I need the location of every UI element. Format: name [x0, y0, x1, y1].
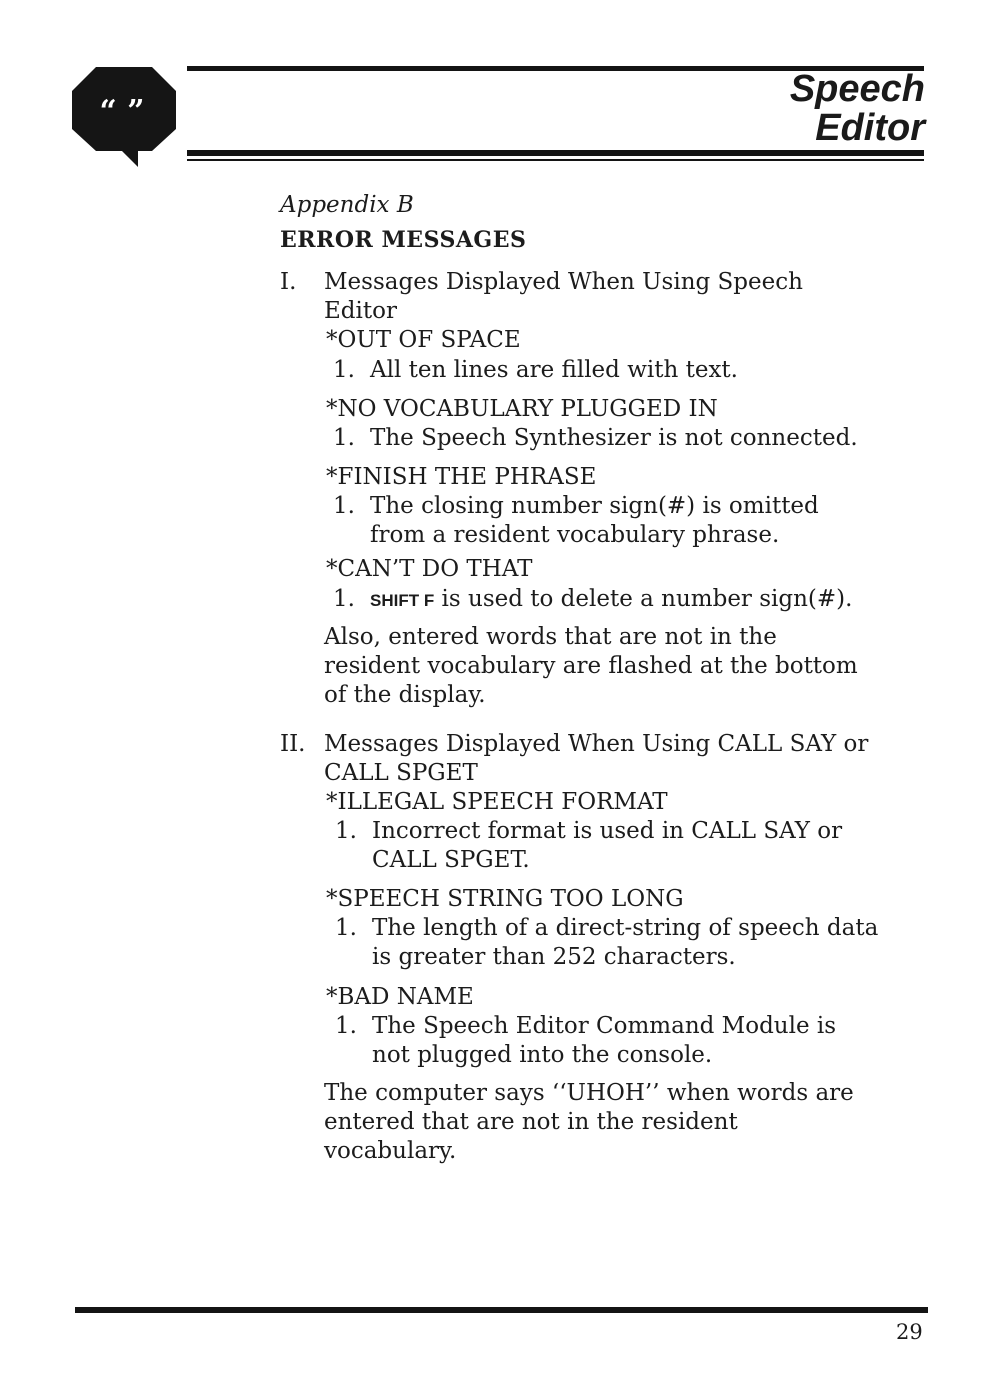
- section-2-title-line-2: CALL SPGET: [324, 760, 478, 786]
- error-description-continued: from a resident vocabulary phrase.: [370, 522, 780, 548]
- quote-speech-bubble-icon: [72, 67, 176, 167]
- error-description-continued: not plugged into the console.: [372, 1042, 713, 1068]
- title-line-1: Speech: [789, 68, 925, 110]
- item-number: 1.: [335, 818, 357, 844]
- item-number: 1.: [335, 1013, 357, 1039]
- page-number: 29: [896, 1320, 923, 1344]
- note-line: resident vocabulary are flashed at the bottom: [324, 653, 858, 679]
- section-2-numeral: II.: [280, 731, 306, 757]
- header-bottom-rule-thin: [187, 159, 924, 161]
- error-description: The closing number sign(#) is omitted: [370, 493, 819, 519]
- error-bad-name: *BAD NAME: [326, 984, 474, 1010]
- item-number: 1.: [335, 915, 357, 941]
- section-1-title-line-2: Editor: [324, 298, 397, 324]
- error-out-of-space: *OUT OF SPACE: [326, 327, 521, 353]
- note-line: Also, entered words that are not in the: [324, 624, 777, 650]
- note-line: entered that are not in the resident: [324, 1109, 738, 1135]
- error-no-vocabulary: *NO VOCABULARY PLUGGED IN: [326, 396, 718, 422]
- error-description: Incorrect format is used in CALL SAY or: [372, 818, 843, 844]
- item-number: 1.: [333, 586, 355, 612]
- error-description: The Speech Editor Command Module is: [372, 1013, 837, 1039]
- header-bottom-rule-thick: [187, 150, 924, 156]
- error-description-continued: is greater than 252 characters.: [372, 944, 736, 970]
- item-number: 1.: [333, 357, 355, 383]
- error-description: The length of a direct-string of speech data: [372, 915, 879, 941]
- note-line: vocabulary.: [324, 1138, 457, 1164]
- note-line: The computer says ‘‘UHOH’’ when words are: [324, 1080, 854, 1106]
- note-line: of the display.: [324, 682, 486, 708]
- section-1-numeral: I.: [280, 269, 297, 295]
- logo-quote-glyph: “ ”: [99, 94, 145, 129]
- section-2-title-line-1: Messages Displayed When Using CALL SAY or: [324, 731, 869, 757]
- error-description: The Speech Synthesizer is not connected.: [370, 425, 858, 451]
- section-heading: ERROR MESSAGES: [280, 227, 527, 253]
- footer-rule: [75, 1307, 928, 1313]
- error-description-continued: CALL SPGET.: [372, 847, 530, 873]
- error-finish-the-phrase: *FINISH THE PHRASE: [326, 464, 597, 490]
- error-description: All ten lines are filled with text.: [370, 357, 738, 383]
- appendix-label: Appendix B: [280, 192, 414, 218]
- item-number: 1.: [333, 493, 355, 519]
- item-number: 1.: [333, 425, 355, 451]
- shift-f-key-label: SHIFT F: [370, 591, 435, 610]
- title-line-2: Editor: [815, 107, 925, 149]
- section-1-title-line-1: Messages Displayed When Using Speech: [324, 269, 803, 295]
- error-illegal-speech-format: *ILLEGAL SPEECH FORMAT: [326, 789, 668, 815]
- error-speech-string-too-long: *SPEECH STRING TOO LONG: [326, 886, 684, 912]
- page-header-title: [625, 70, 925, 148]
- error-description-text: is used to delete a number sign(#).: [441, 586, 853, 612]
- error-description: [370, 585, 852, 615]
- error-cant-do-that: *CAN’T DO THAT: [326, 556, 533, 582]
